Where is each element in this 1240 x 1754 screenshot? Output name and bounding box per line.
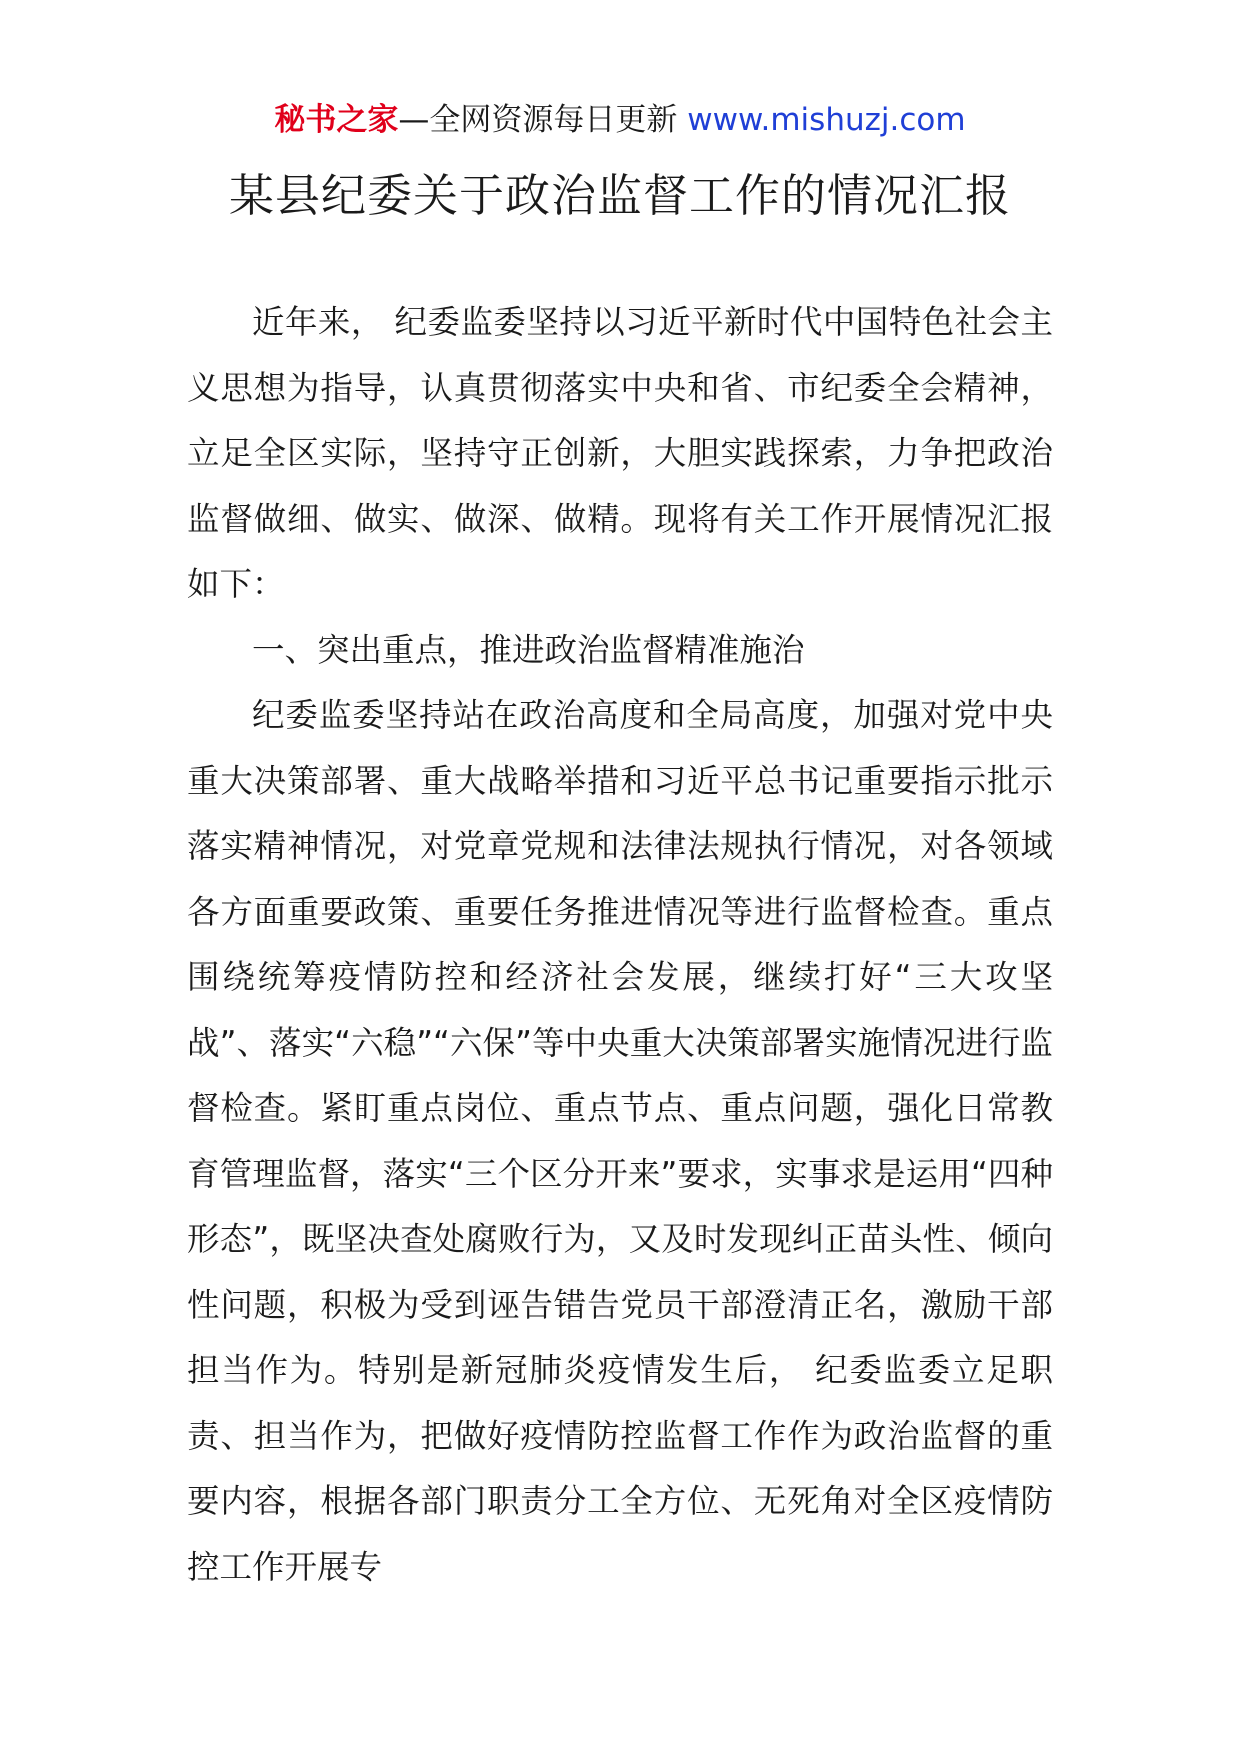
intro-paragraph: 近年来， 纪委监委坚持以习近平新时代中国特色社会主义思想为指导，认真贯彻落实中央和省、市纪委全会精神，立足全区实际，坚持守正创新，大胆实践探索，力争把政治监督做细、做实、做深、做精。现将有关工作开展情况汇报如下： [187, 303, 1053, 603]
body-paragraph: 纪委监委坚持站在政治高度和全局高度，加强对党中央重大决策部署、重大战略举措和习近平总书记重要指示批示落实精神情况，对党章党规和法律法规执行情况，对各领域各方面重要政策、重要任务推进情况等进行监督检查。重点围绕统筹疫情防控和经济社会发展，继续打好“三大攻坚战”、落实“六稳”“六保”等中央重大决策部署实施情况进行监督检查。紧盯重点岗位、重点节点、重点问题，强化日常教育管理监督，落实“三个区分开来”要求，实事求是运用“四种形态”，既坚决查处腐败行为，又及时发现纠正苗头性、倾向性问题，积极为受到诬告错告党员干部澄清正名，激励干部担当作为。特别是新冠肺炎疫情发生后， 纪委监委立足职责、担当作为，把做好疫情防控监督工作作为政治监督的重要内容，根据各部门职责分工全方位、无死角对全区疫情防控工作开展专 [187, 696, 1053, 1586]
section-heading: 一、突出重点，推进政治监督精准施治 [252, 630, 805, 669]
header-slogan: —全网资源每日更新 [398, 102, 678, 138]
document-title: 某县纪委关于政治监督工作的情况汇报 [228, 169, 1011, 222]
brand-name: 秘书之家 [274, 102, 399, 138]
document-body [187, 290, 1053, 1600]
site-header [0, 100, 1240, 140]
site-url-link[interactable]: www.mishuzj.com [687, 102, 966, 138]
